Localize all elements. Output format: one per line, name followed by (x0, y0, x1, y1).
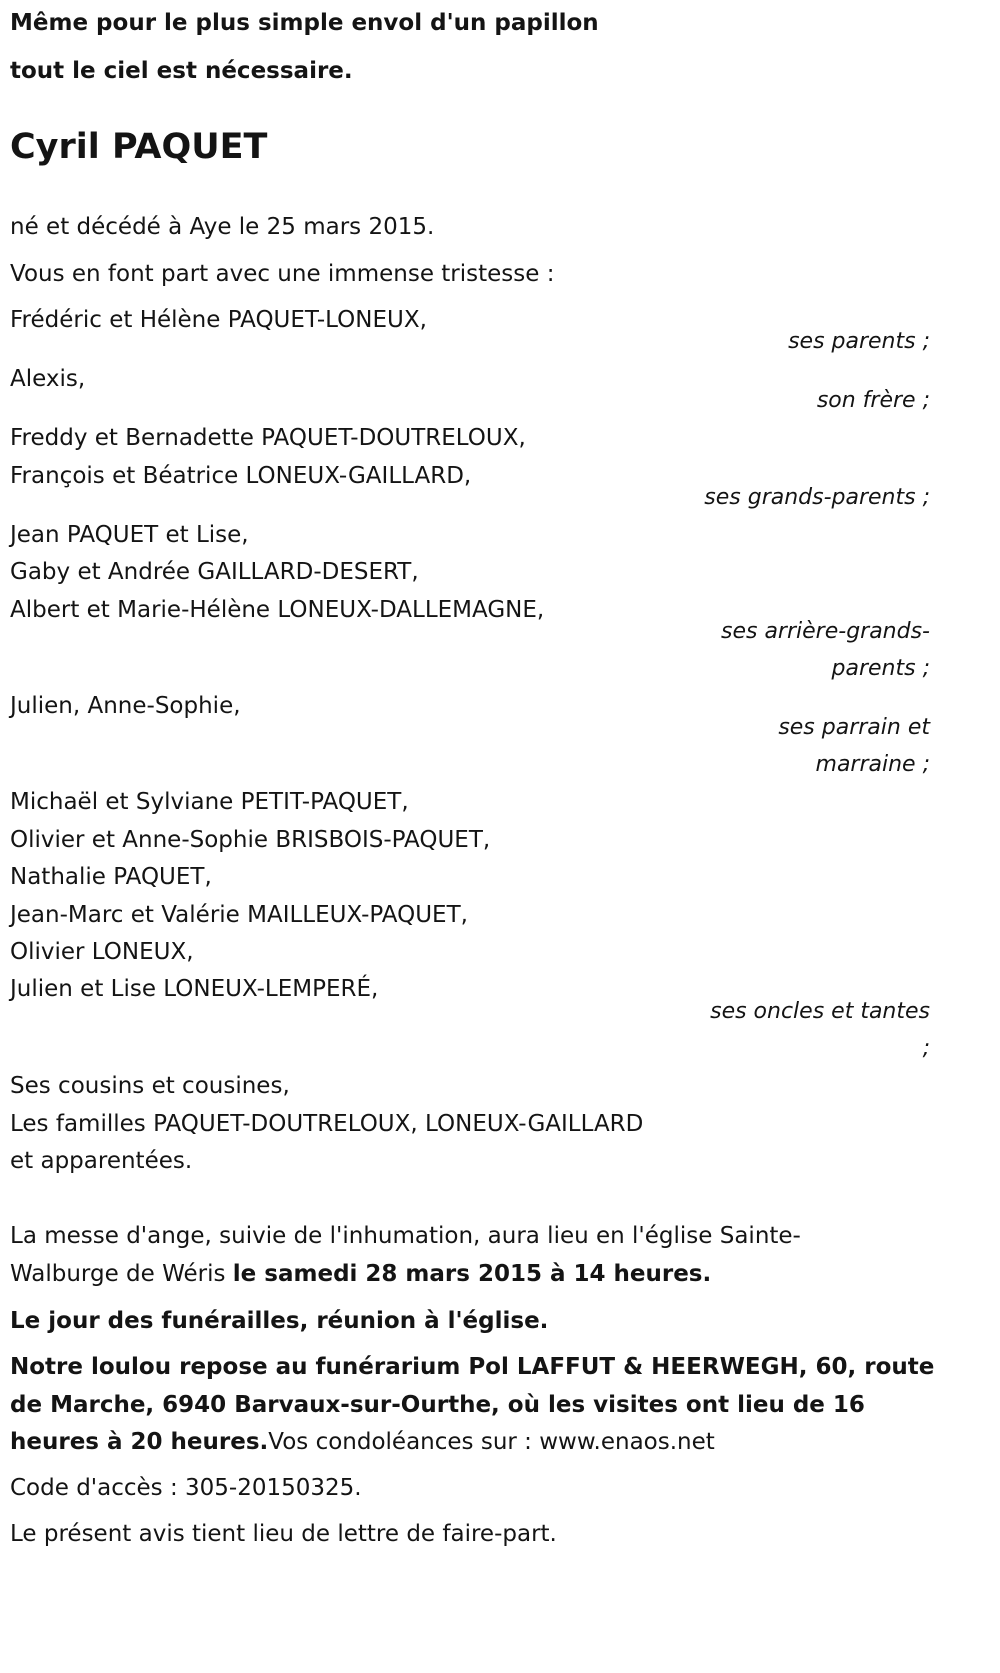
birth-death-line: né et décédé à Aye le 25 mars 2015. (10, 214, 435, 240)
great-grandparents-line-1: Jean PAQUET et Lise, (10, 522, 249, 548)
uncles-line-6: Julien et Lise LONEUX-LEMPERÉ, (10, 976, 379, 1002)
cousins-line-2: Les familles PAQUET-DOUTRELOUX, LONEUX-GAILLARD (10, 1111, 644, 1137)
brother-name: Alexis, (10, 366, 86, 392)
ceremony-place: Walburge de Wéris (10, 1261, 233, 1287)
parents-role: ses parents ; (788, 329, 930, 354)
uncles-line-4: Jean-Marc et Valérie MAILLEUX-PAQUET, (10, 902, 468, 928)
cousins-line-1: Ses cousins et cousines, (10, 1073, 290, 1099)
godparents-names: Julien, Anne-Sophie, (10, 693, 241, 719)
closing-line: Le présent avis tient lieu de lettre de faire-part. (10, 1521, 557, 1547)
epigraph-line-1: Même pour le plus simple envol d'un papillon (10, 10, 599, 36)
grandparents-line-1: Freddy et Bernadette PAQUET-DOUTRELOUX, (10, 425, 526, 451)
great-grandparents-role-2: parents ; (831, 656, 930, 681)
parents-names: Frédéric et Hélène PAQUET-LONEUX, (10, 307, 427, 333)
grandparents-line-2: François et Béatrice LONEUX-GAILLARD, (10, 463, 472, 489)
epigraph-line-2: tout le ciel est nécessaire. (10, 58, 353, 84)
condolences-link: Vos condoléances sur : www.enaos.net (268, 1429, 715, 1455)
great-grandparents-line-2: Gaby et Andrée GAILLARD-DESERT, (10, 559, 419, 585)
deceased-name: Cyril PAQUET (10, 127, 268, 167)
uncles-line-1: Michaël et Sylviane PETIT-PAQUET, (10, 789, 409, 815)
gathering-line: Le jour des funérailles, réunion à l'église. (10, 1308, 549, 1334)
uncles-line-3: Nathalie PAQUET, (10, 864, 212, 890)
godparents-role-2: marraine ; (815, 752, 930, 777)
visiting-hours: heures à 20 heures. (10, 1429, 269, 1455)
cousins-line-3: et apparentées. (10, 1148, 193, 1174)
uncles-line-5: Olivier LONEUX, (10, 939, 194, 965)
access-code: Code d'accès : 305-20150325. (10, 1475, 362, 1501)
great-grandparents-role-1: ses arrière-grands- (721, 619, 930, 644)
grandparents-role: ses grands-parents ; (704, 485, 930, 510)
uncles-role-1: ses oncles et tantes (710, 999, 930, 1024)
intro-line: Vous en font part avec une immense tristesse : (10, 261, 555, 287)
uncles-line-2: Olivier et Anne-Sophie BRISBOIS-PAQUET, (10, 827, 491, 853)
great-grandparents-line-3: Albert et Marie-Hélène LONEUX-DALLEMAGNE, (10, 597, 545, 623)
uncles-role-2: ; (922, 1036, 930, 1061)
funeral-home-line-3 (10, 1427, 715, 1457)
funeral-home-line-1: Notre loulou repose au funérarium Pol LAFFUT & HEERWEGH, 60, route (10, 1354, 935, 1380)
ceremony-line-1: La messe d'ange, suivie de l'inhumation, aura lieu en l'église Sainte- (10, 1223, 801, 1249)
ceremony-date: le samedi 28 mars 2015 à 14 heures. (232, 1261, 712, 1287)
brother-role: son frère ; (816, 388, 930, 413)
funeral-home-line-2: de Marche, 6940 Barvaux-sur-Ourthe, où les visites ont lieu de 16 (10, 1392, 865, 1418)
ceremony-line-2 (10, 1259, 711, 1289)
godparents-role-1: ses parrain et (778, 715, 930, 740)
